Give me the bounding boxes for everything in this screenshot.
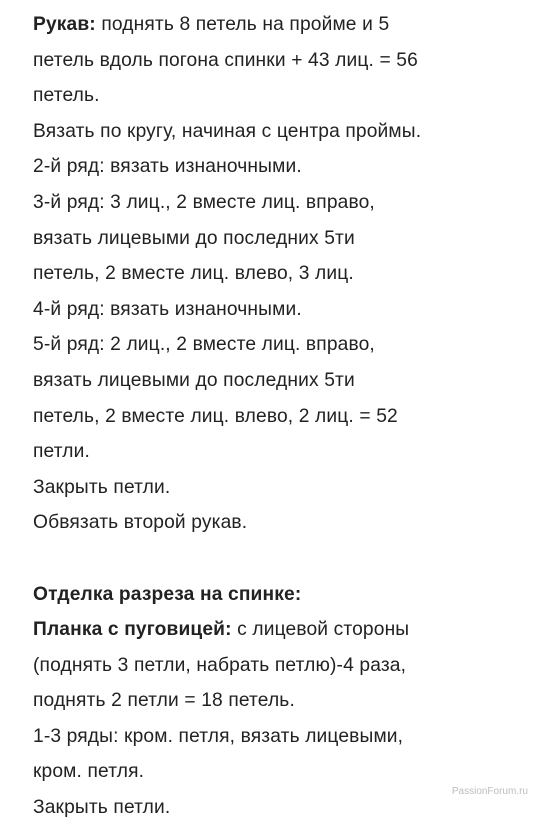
finishing-line-5: кром. петля. <box>33 761 145 783</box>
sleeve-line-13: петли. <box>33 441 90 463</box>
document-body <box>33 7 528 826</box>
sleeve-line-10: 5-й ряд: 2 лиц., 2 вместе лиц. вправо, <box>33 334 375 356</box>
sleeve-line-6: 3-й ряд: 3 лиц., 2 вместе лиц. вправо, <box>33 191 375 213</box>
sleeve-line-1 <box>33 7 528 43</box>
finishing-line-1 <box>33 612 528 648</box>
finishing-heading: Отделка разреза на спинке: <box>33 583 302 605</box>
sleeve-line-15: Обвязать второй рукав. <box>33 512 248 534</box>
sleeve-line-9: 4-й ряд: вязать изнаночными. <box>33 298 302 320</box>
sleeve-line-11: вязать лицевыми до последних 5ти <box>33 369 355 391</box>
finishing-line-1-text: с лицевой стороны <box>231 619 410 641</box>
watermark: PassionForum.ru <box>451 786 528 797</box>
sleeve-line-4: Вязать по кругу, начиная с центра проймы. <box>33 120 422 142</box>
sleeve-line-3: петель. <box>33 85 100 107</box>
sleeve-line-5: 2-й ряд: вязать изнаночными. <box>33 156 302 178</box>
sleeve-line-12: петель, 2 вместе лиц. влево, 2 лиц. = 52 <box>33 405 398 427</box>
finishing-line-4: 1-3 ряды: кром. петля, вязать лицевыми, <box>33 725 404 747</box>
sleeve-line-14: Закрыть петли. <box>33 476 171 498</box>
finishing-line-6: Закрыть петли. <box>33 797 171 819</box>
button-band-heading: Планка с пуговицей: <box>33 619 232 641</box>
sleeve-line-7: вязать лицевыми до последних 5ти <box>33 227 355 249</box>
paragraph-spacer <box>33 541 528 577</box>
finishing-line-2: (поднять 3 петли, набрать петлю)-4 раза, <box>33 654 407 676</box>
finishing-line-3: поднять 2 петли = 18 петель. <box>33 690 295 712</box>
sleeve-line-1-text: поднять 8 петель на пройме и 5 <box>95 14 390 35</box>
finishing-heading-line <box>33 577 528 613</box>
sleeve-line-8: петель, 2 вместе лиц. влево, 3 лиц. <box>33 263 354 285</box>
sleeve-line-2: петель вдоль погона спинки + 43 лиц. = 56 <box>33 49 418 71</box>
sleeve-heading: Рукав: <box>33 14 96 35</box>
